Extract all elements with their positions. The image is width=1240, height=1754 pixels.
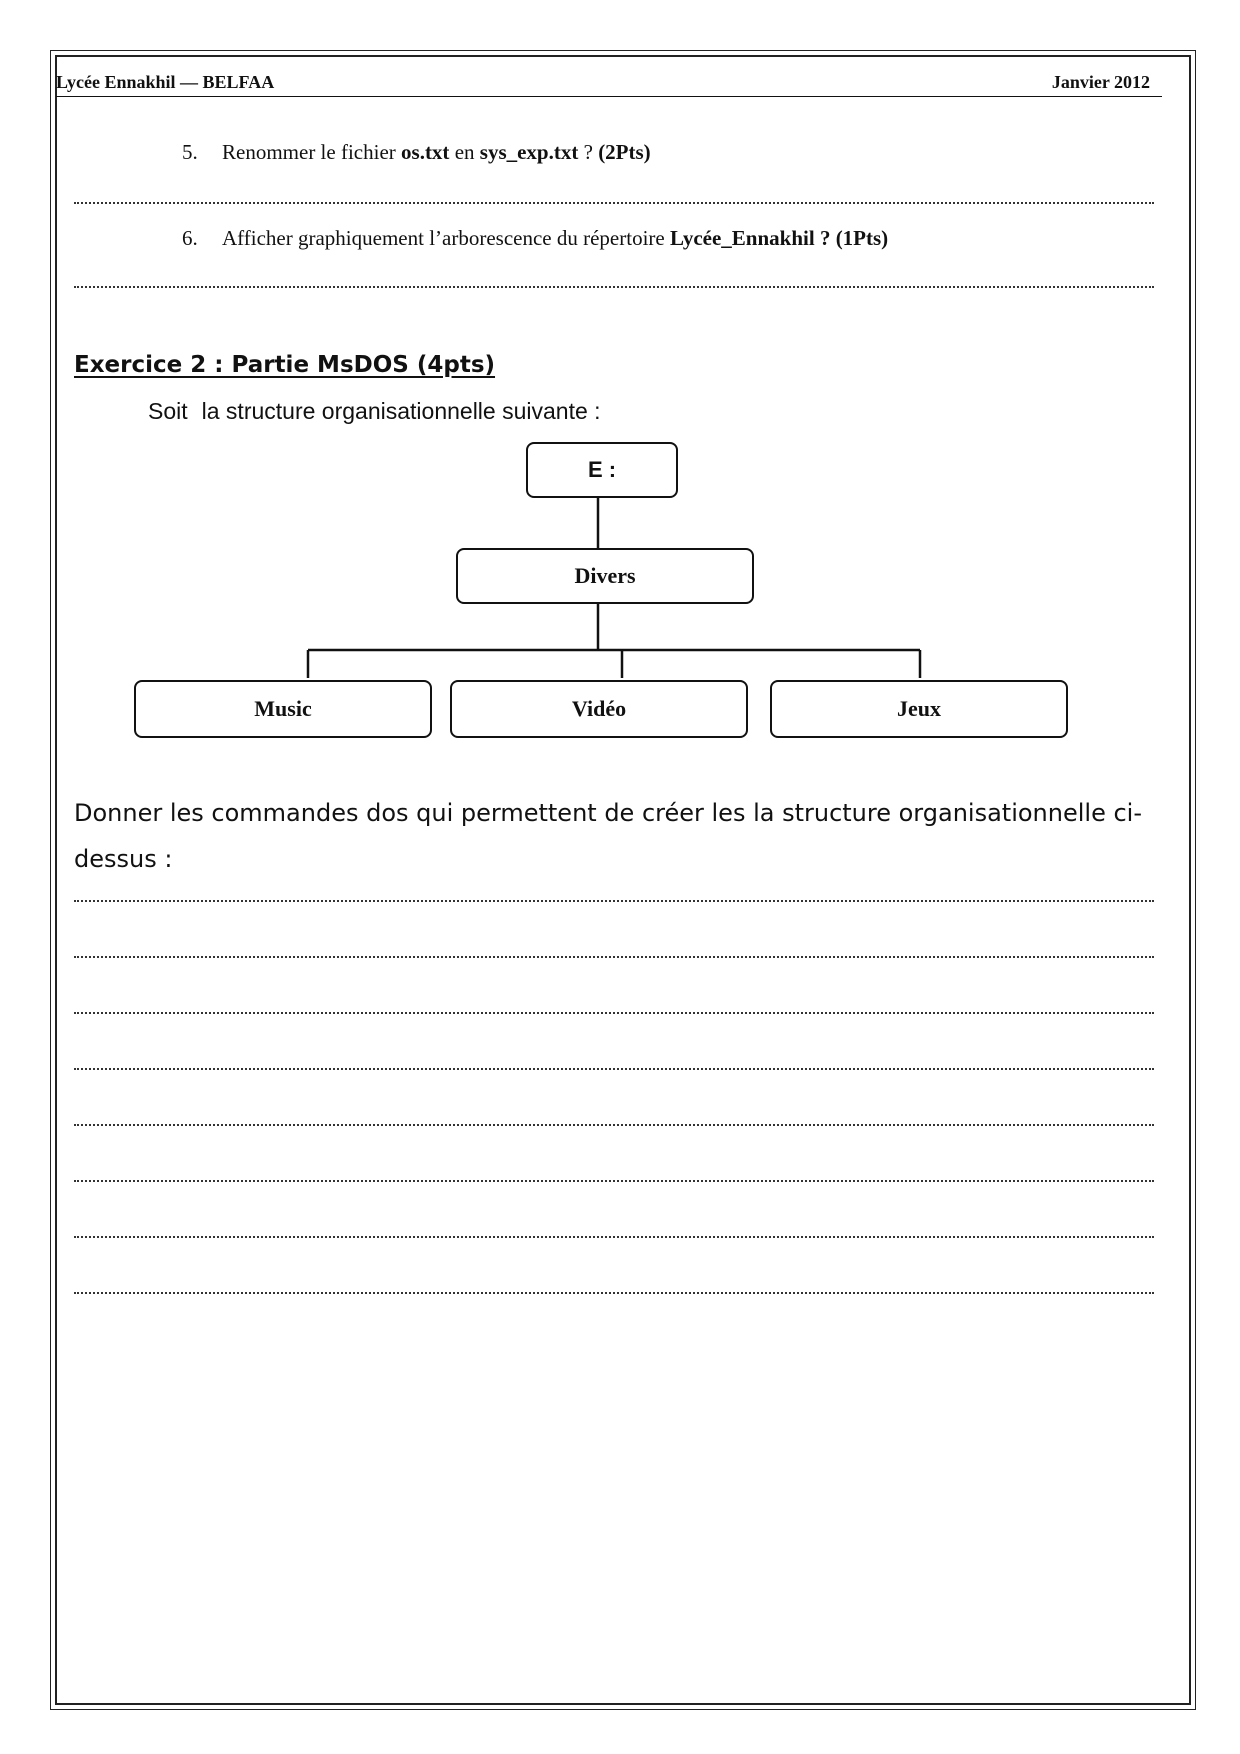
answer-line: [74, 1230, 1154, 1238]
answer-line: [74, 894, 1154, 902]
question-number: 6.: [182, 226, 198, 250]
tree-node-jeux: Jeux: [770, 680, 1068, 738]
header-date: Janvier 2012: [1051, 72, 1150, 92]
intro-word: Soit: [148, 398, 188, 424]
filename-old: os.txt: [401, 140, 450, 164]
answer-line: [74, 1118, 1154, 1126]
question-text: Afficher graphiquement l’arborescence du répertoire: [222, 226, 670, 250]
question-text: en: [449, 140, 480, 164]
tree-node-music: Music: [134, 680, 432, 738]
exercise-prompt: Donner les commandes dos qui permettent de créer les la structure organisationnelle ci-dessus :: [74, 799, 1142, 873]
points-label: (2Pts): [598, 140, 651, 164]
exercise-title: Exercice 2 : Partie MsDOS (4pts): [74, 352, 496, 378]
tree-node-root: E :: [526, 442, 678, 498]
tree-connectors: [0, 0, 1240, 760]
answer-line: [74, 1174, 1154, 1182]
answer-line: [74, 950, 1154, 958]
tree-node-divers: Divers: [456, 548, 754, 604]
question-text: ?: [578, 140, 599, 164]
answer-line: [74, 1006, 1154, 1014]
tree-node-video: Vidéo: [450, 680, 748, 738]
answer-line: [74, 1062, 1154, 1070]
question-number: 5.: [182, 140, 198, 164]
directory-name: Lycée_Ennakhil ?: [669, 226, 836, 250]
question-text: Renommer le fichier: [222, 140, 402, 164]
intro-text: la structure organisationnelle suivante :: [201, 398, 601, 424]
header-school: Lycée Ennakhil — BELFAA: [56, 72, 275, 92]
answer-line: [74, 1286, 1154, 1294]
filename-new: sys_exp.txt: [479, 140, 579, 164]
points-label: (1Pts): [835, 226, 889, 250]
